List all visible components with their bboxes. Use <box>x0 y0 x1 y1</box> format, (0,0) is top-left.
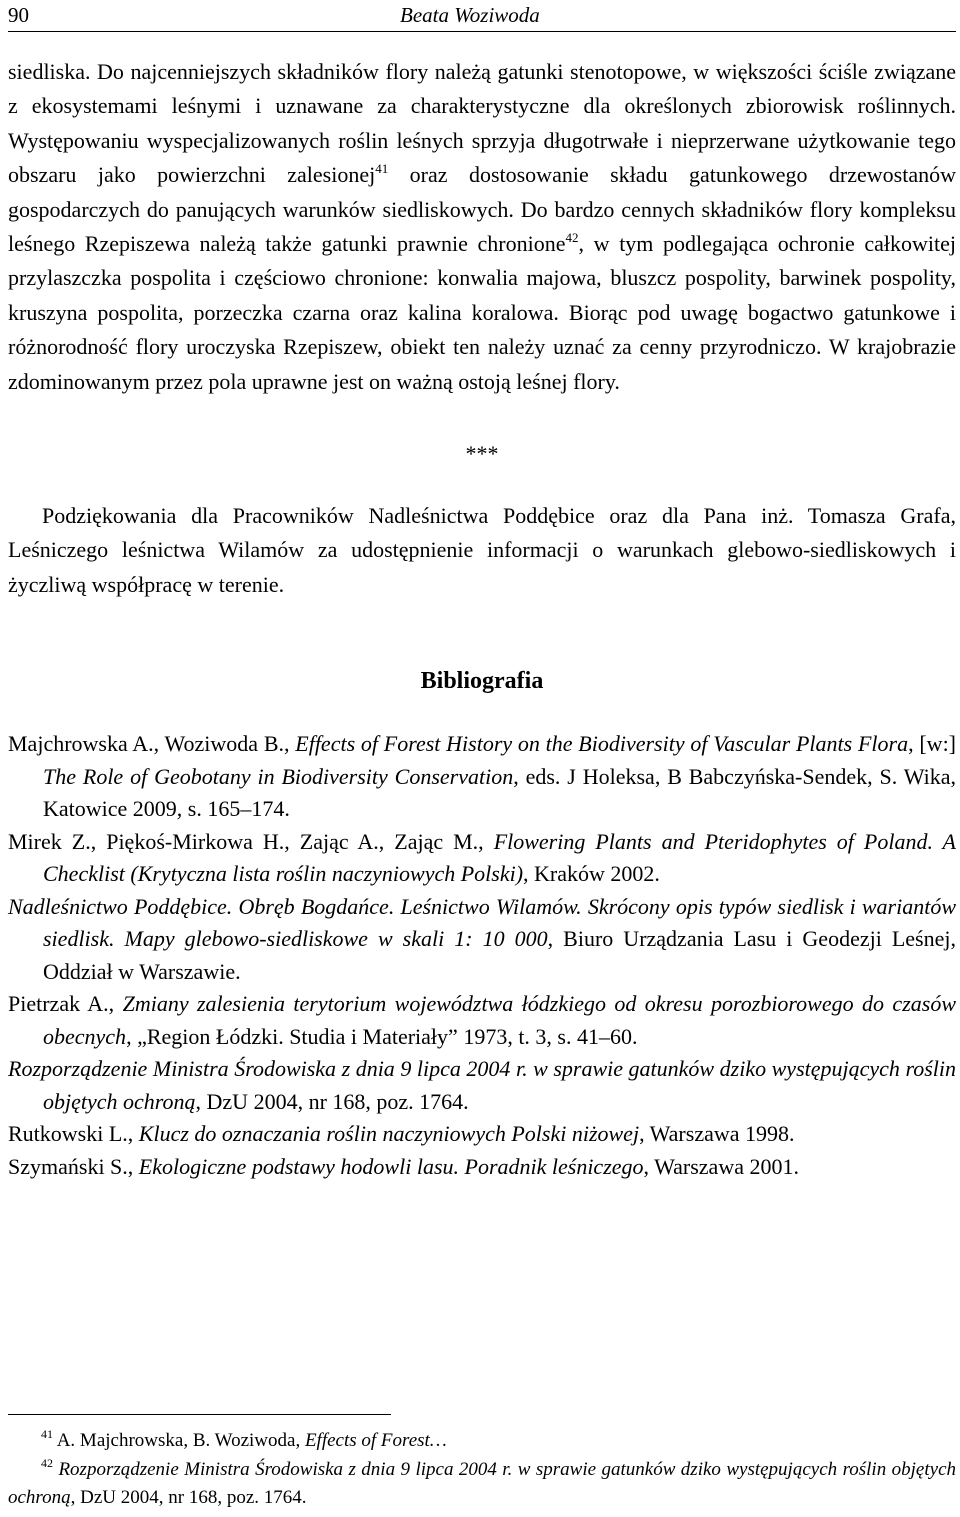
paragraph-text-1: siedliska. Do najcenniejszych składników flory należą gatunki stenotopowe, w większości ściśle związane z ekosystemami leśnymi i uznawane za charakterystyczne dla określonych zbiorowisk roślinnych. Występowaniu wyspecjalizowanych roślin leśnych sprzyja długotrwałe i nieprzerwane użytkowanie tego obszaru jako powierzchni zalesionej <box>8 59 956 188</box>
entry-title: Flowering Plants and Pteridophytes of Poland. A Checklist (Krytyczna lista roślin naczyniowych Polski) <box>43 828 956 887</box>
bibliography-heading: Bibliografia <box>420 668 544 695</box>
entry-authors: Majchrowska A., Woziwoda B., <box>8 731 296 757</box>
footnote-ref-41[interactable]: 41 <box>375 161 389 177</box>
bibliography-entry <box>8 988 956 1053</box>
main-paragraph <box>8 55 956 399</box>
footnote-41 <box>8 1427 956 1456</box>
entry-details: , Biuro Urządzania Lasu i Geodezji Leśnej, Oddział w Warszawie. <box>43 926 957 984</box>
footnote-details: , DzU 2004, nr 168, poz. 1764. <box>70 1487 307 1508</box>
bibliography-entry <box>8 728 956 826</box>
footnote-divider <box>8 1414 391 1415</box>
paragraph-text-3: , w tym podlegająca ochronie całkowitej przylaszczka pospolita i częściowo chronione: konwalia majowa, bluszcz pospolity, barwinek pospolity, kruszyna pospolita, porzeczka czarna oraz kalina koralowa. Biorąc pod uwagę bogactwo gatunkowe i różnorodność flory uroczyska Rzepiszew, obiekt ten należy uznać za cenny przyrodniczo. W krajobrazie zdominowanym przez pola uprawne jest on ważną ostoją leśnej flory. <box>8 231 956 394</box>
footnote-number: 42 <box>41 1455 53 1470</box>
acknowledgement-paragraph: Podziękowania dla Pracowników Nadleśnictwa Poddębice oraz dla Pana inż. Tomasza Grafa, Leśniczego leśnictwa Wilamów za udostępnienie informacji o warunkach glebowo-siedliskowych i życzliwą współpracę w terenie. <box>8 503 956 597</box>
entry-authors: Mirek Z., Piękoś-Mirkowa H., Zając A., Zając M., <box>8 828 494 854</box>
entry-title: Klucz do oznaczania roślin naczyniowych Polski niżowej <box>138 1121 640 1147</box>
entry-details: , DzU 2004, nr 168, poz. 1764. <box>195 1088 469 1114</box>
entry-title: Rozporządzenie Ministra Środowiska z dnia 9 lipca 2004 r. w sprawie gatunków dziko występujących roślin objętych ochroną <box>8 1056 956 1114</box>
footnote-number: 41 <box>41 1427 53 1441</box>
entry-details: , Warszawa 2001. <box>643 1153 799 1179</box>
entry-text: , [w:] <box>908 731 957 757</box>
entry-title: Ekologiczne podstawy hodowli lasu. Poradnik leśniczego <box>138 1153 644 1179</box>
running-author: Beata Woziwoda <box>400 3 540 27</box>
section-separator: *** <box>465 441 499 467</box>
page-number: 90 <box>8 3 29 27</box>
bibliography-entry <box>8 891 956 989</box>
entry-authors: Pietrzak A., <box>8 991 123 1017</box>
entry-title: Zmiany zalesienia terytorium województwa łódzkiego od okresu porozbiorowego do czasów obecnych <box>43 991 956 1049</box>
footnotes-section <box>8 1414 956 1513</box>
bibliography-entry <box>8 826 956 891</box>
footnote-ref-42[interactable]: 42 <box>565 230 579 246</box>
bibliography-entry <box>8 1118 956 1151</box>
running-header <box>8 0 956 32</box>
entry-details: , Kraków 2002. <box>523 861 660 887</box>
entry-authors: Rutkowski L., <box>8 1121 139 1147</box>
entry-details: , Warszawa 1998. <box>639 1121 795 1147</box>
bibliography-entry <box>8 1151 956 1184</box>
entry-details: , „Region Łódzki. Studia i Materiały” 1973, t. 3, s. 41–60. <box>126 1023 638 1049</box>
footnote-42 <box>8 1456 956 1513</box>
footnote-title: Rozporządzenie Ministra Środowiska z dnia 9 lipca 2004 r. w sprawie gatunków dziko występujących roślin objętych ochroną <box>8 1458 956 1508</box>
entry-title: Nadleśnictwo Poddębice. Obręb Bogdańce. Leśnictwo Wilamów. Skrócony opis typów siedlisk i wariantów siedlisk. Mapy glebowo-siedliskowe w skali 1: 10 000 <box>8 893 956 952</box>
entry-details: , eds. J Holeksa, B Babczyńska-Sendek, S. Wika, Katowice 2009, s. 165–174. <box>43 763 956 822</box>
entry-title: Effects of Forest History on the Biodiversity of Vascular Plants Flora <box>295 731 909 757</box>
bibliography-list <box>8 728 956 1183</box>
entry-book-title: The Role of Geobotany in Biodiversity Conservation <box>43 763 514 789</box>
footnote-text: A. Majchrowska, B. Woziwoda, <box>53 1430 305 1451</box>
footnote-title: Effects of Forest… <box>304 1430 447 1451</box>
paragraph-text-2: oraz dostosowanie składu gatunkowego drzewostanów gospodarczych do panujących warunków siedliskowych. Do bardzo cennych składników flory kompleksu leśnego Rzepiszewa należą także gatunki prawnie chronione <box>8 162 956 257</box>
bibliography-entry <box>8 1053 956 1118</box>
entry-authors: Szymański S., <box>8 1153 139 1179</box>
document-page <box>8 0 956 1183</box>
